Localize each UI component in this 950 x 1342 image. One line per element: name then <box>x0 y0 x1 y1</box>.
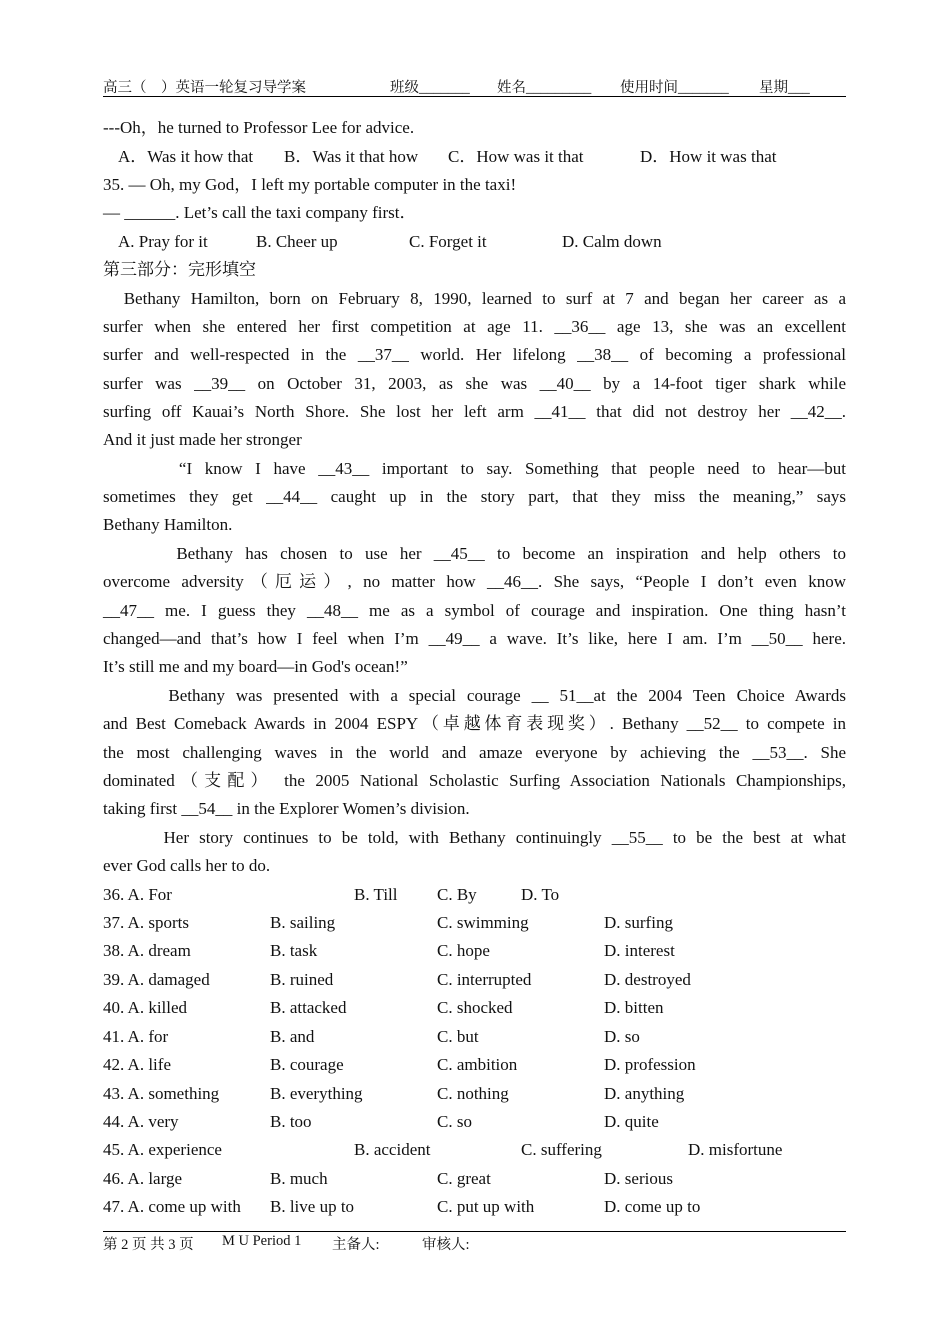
footer-period: M U Period 1 <box>222 1233 302 1249</box>
choice-41-b: B. and <box>270 1027 315 1046</box>
choice-40-a: 40. A. killed <box>103 998 188 1017</box>
footer-reviewer: 审核人: <box>422 1237 470 1253</box>
choice-45-d: D. misfortune <box>688 1140 783 1159</box>
choice-40-c: C. shocked <box>437 998 513 1017</box>
choice-36-c: C. By <box>437 885 477 904</box>
passage-line: surfer when she entered her first competition at age 11. __36__ age 13, she was an excellent <box>103 317 846 336</box>
header-rule <box>103 96 846 97</box>
choice-44-a: 44. A. very <box>103 1112 179 1131</box>
choice-39-d: D. destroyed <box>604 970 691 989</box>
passage-line: the most challenging waves in the world and amaze everyone by achieving the __53__. She <box>103 743 846 762</box>
choice-37-c: C. swimming <box>437 913 529 932</box>
choice-40-d: D. bitten <box>604 998 664 1017</box>
choice-38-d: D. interest <box>604 941 675 960</box>
choice-37-a: 37. A. sports <box>103 913 189 932</box>
header-title: 高三（ ）英语一轮复习导学案 <box>103 80 306 96</box>
passage-line: ever God calls her to do. <box>103 856 271 875</box>
footer-rule <box>103 1231 846 1232</box>
passage-line: changed—and that’s how I feel when I’m __49__ a wave. It’s like, here I am. I’m __50__ here. <box>103 629 846 648</box>
q34-option-d: D．How it was that <box>640 147 777 166</box>
choice-45-a: 45. A. experience <box>103 1140 222 1159</box>
q34-option-c: C．How was it that <box>448 147 584 166</box>
choice-47-a: 47. A. come up with <box>103 1197 241 1216</box>
choice-36-d: D. To <box>521 885 560 904</box>
q35-option-c: C. Forget it <box>409 232 487 251</box>
choice-43-a: 43. A. something <box>103 1084 220 1103</box>
passage-line: taking first __54__ in the Explorer Women’s division. <box>103 799 470 818</box>
choice-38-b: B. task <box>270 941 318 960</box>
choice-47-b: B. live up to <box>270 1197 355 1216</box>
choice-44-c: C. so <box>437 1112 472 1131</box>
choice-46-b: B. much <box>270 1169 328 1188</box>
passage-line: surfer was __39__ on October 31, 2003, as she was __40__ by a 14-foot tiger shark while <box>103 374 846 393</box>
q35-option-d: D. Calm down <box>562 232 662 251</box>
choice-42-c: C. ambition <box>437 1055 518 1074</box>
choice-40-b: B. attacked <box>270 998 347 1017</box>
choice-38-c: C. hope <box>437 941 490 960</box>
choice-44-b: B. too <box>270 1112 312 1131</box>
passage-line: And it just made her stronger <box>103 430 302 449</box>
q35-stem-2: — ______. Let’s call the taxi company first． <box>103 203 417 222</box>
choice-42-d: D. profession <box>604 1055 696 1074</box>
passage-line: surfer and well-respected in the __37__ world. Her lifelong __38__ of becoming a professional <box>103 345 846 364</box>
passage-line: __47__ me. I guess they __48__ me as a symbol of courage and inspiration. One thing hasn’t <box>103 601 846 620</box>
choice-42-b: B. courage <box>270 1055 344 1074</box>
choice-46-a: 46. A. large <box>103 1169 183 1188</box>
passage-line: Her story continues to be told, with Bethany continuingly __55__ to be the best at what <box>103 828 846 847</box>
choice-45-b: B. accident <box>354 1140 431 1159</box>
choice-43-c: C. nothing <box>437 1084 509 1103</box>
footer-preparer: 主备人: <box>332 1237 380 1253</box>
passage-line: It’s still me and my board—in God's ocean!” <box>103 657 408 676</box>
header-time-field: 使用时间_______ <box>620 80 729 96</box>
choice-39-a: 39. A. damaged <box>103 970 210 989</box>
choice-39-c: C. interrupted <box>437 970 532 989</box>
choice-39-b: B. ruined <box>270 970 334 989</box>
choice-37-d: D. surfing <box>604 913 673 932</box>
page-header <box>103 76 846 96</box>
choice-37-b: B. sailing <box>270 913 336 932</box>
passage-line: dominated（支配） the 2005 National Scholastic Surfing Association Nationals Championships, <box>103 771 846 790</box>
section-title: 第三部分：完形填空 <box>103 260 256 279</box>
passage-line: Bethany was presented with a special courage __ 51__at the 2004 Teen Choice Awards <box>103 686 846 705</box>
choice-38-a: 38. A. dream <box>103 941 191 960</box>
q35-option-a: A. Pray for it <box>118 232 208 251</box>
passage-line: surfing off Kauai’s North Shore. She lost her left arm __41__ that did not destroy her __42__. <box>103 402 846 421</box>
header-name-field: 姓名_________ <box>497 80 592 96</box>
choice-43-b: B. everything <box>270 1084 363 1103</box>
choice-36-b: B. Till <box>354 885 398 904</box>
choice-46-d: D. serious <box>604 1169 673 1188</box>
q34-option-a: A．Was it how that <box>118 147 254 166</box>
passage-line: Bethany Hamilton, born on February 8, 1990, learned to surf at 7 and began her career as a <box>103 289 846 308</box>
passage-line: sometimes they get __44__ caught up in the story part, that they miss the meaning,” says <box>103 487 846 506</box>
q34-option-b: B．Was it that how <box>284 147 419 166</box>
q35-stem-1: 35. — Oh, my God，I left my portable computer in the taxi! <box>103 175 517 194</box>
choice-41-a: 41. A. for <box>103 1027 169 1046</box>
choice-43-d: D. anything <box>604 1084 685 1103</box>
choice-47-d: D. come up to <box>604 1197 701 1216</box>
choice-41-d: D. so <box>604 1027 640 1046</box>
passage-line: and Best Comeback Awards in 2004 ESPY（卓越体育表现奖）. Bethany __52__ to compete in <box>103 714 846 733</box>
choice-46-c: C. great <box>437 1169 491 1188</box>
choice-41-c: C. but <box>437 1027 479 1046</box>
passage-line: overcome adversity（厄运）, no matter how __46__. She says, “People I don’t even know <box>103 572 846 591</box>
header-week-field: 星期___ <box>759 80 810 96</box>
choice-44-d: D. quite <box>604 1112 659 1131</box>
choice-47-c: C. put up with <box>437 1197 535 1216</box>
choice-36-a: 36. A. For <box>103 885 172 904</box>
choice-45-c: C. suffering <box>521 1140 602 1159</box>
q35-option-b: B. Cheer up <box>256 232 338 251</box>
footer-page-number: 第 2 页 共 3 页 <box>103 1237 194 1253</box>
header-class-field: 班级_______ <box>390 80 470 96</box>
q34-stem: ---Oh，he turned to Professor Lee for advice. <box>103 118 415 137</box>
passage-line: Bethany Hamilton. <box>103 515 233 534</box>
passage-line: Bethany has chosen to use her __45__ to become an inspiration and help others to <box>103 544 846 563</box>
choice-42-a: 42. A. life <box>103 1055 171 1074</box>
passage-line: “I know I have __43__ important to say. Something that people need to hear—but <box>103 459 846 478</box>
